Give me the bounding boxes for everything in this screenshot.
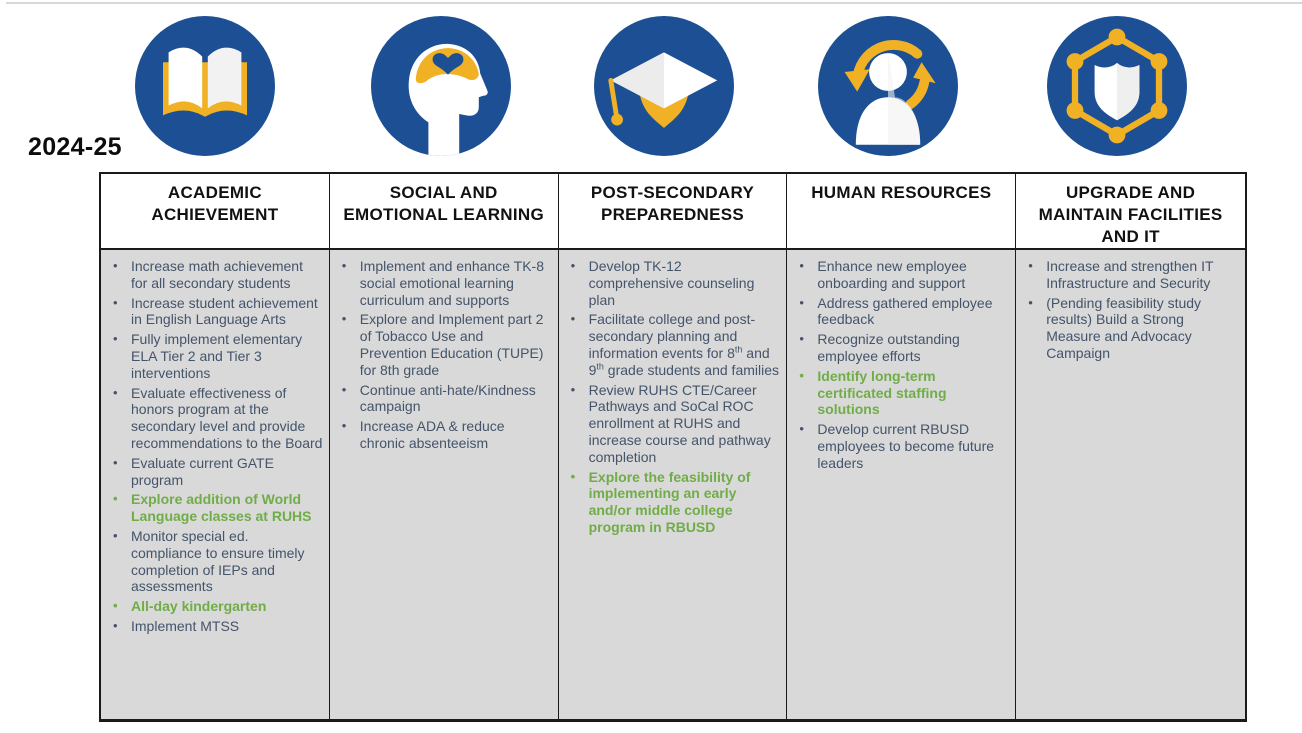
goal-text: Evaluate effectiveness of honors program at the secondary level and provide recommendations to the Board	[131, 384, 323, 451]
goal-item	[1025, 258, 1239, 292]
goal-item	[796, 295, 1009, 329]
network-shield-icon	[1047, 16, 1187, 156]
goal-item	[568, 258, 781, 308]
goal-text: Enhance new employee onboarding and support	[817, 258, 967, 291]
goal-item	[110, 618, 323, 635]
open-book-icon	[135, 16, 275, 156]
goal-item	[110, 598, 323, 615]
goal-text: Monitor special ed. compliance to ensure timely completion of IEPs and assessments	[131, 527, 305, 595]
graduation-cap-icon	[594, 16, 734, 156]
goal-list	[110, 258, 323, 635]
bullet-icon: •	[570, 311, 576, 327]
goal-text: All-day kindergarten	[131, 598, 267, 615]
bullet-icon: •	[570, 468, 576, 484]
goal-item	[796, 331, 1009, 365]
goal-text: Increase student achievement in English Language Arts	[131, 294, 318, 328]
bullet-icon: •	[1028, 294, 1033, 310]
goal-list	[339, 258, 552, 452]
bullet-icon: •	[113, 294, 118, 310]
column-body-human-resources	[787, 250, 1016, 719]
goal-text: Increase math achievement for all secondary students	[131, 258, 303, 291]
bullet-icon: •	[799, 331, 804, 347]
column-body-academic-achievement	[101, 250, 330, 719]
goal-list	[568, 258, 781, 536]
bullet-icon: •	[570, 258, 576, 273]
goal-text: Explore and Implement part 2 of Tobacco Use and Prevention Education (TUPE) for 8th grade	[359, 311, 544, 378]
goal-item	[339, 258, 552, 308]
bullet-icon: •	[799, 294, 804, 310]
bullet-icon: •	[341, 381, 347, 397]
bullet-icon: •	[1028, 258, 1033, 273]
goal-item	[796, 258, 1009, 292]
bullet-icon: •	[113, 598, 118, 614]
column-body-facilities-it	[1016, 250, 1245, 719]
bullet-icon: •	[799, 258, 804, 273]
goals-table	[99, 172, 1247, 722]
goal-text: Increase and strengthen IT Infrastructure and Security	[1046, 258, 1214, 291]
goal-item	[568, 311, 781, 378]
goal-text: Fully implement elementary ELA Tier 2 and Tier 3 interventions	[131, 331, 303, 381]
goal-text: Explore addition of World Language classes at RUHS	[131, 491, 312, 525]
bullet-icon: •	[113, 258, 118, 273]
goal-item	[110, 295, 323, 329]
bullet-icon: •	[799, 421, 804, 437]
goal-item	[339, 418, 552, 452]
bullet-icon: •	[113, 527, 118, 543]
column-header-post-secondary-preparedness: POST-SECONDARY PREPAREDNESS	[559, 174, 788, 250]
goal-text: (Pending feasibility study results) Build a Strong Measure and Advocacy Campaign	[1046, 294, 1202, 361]
bullet-icon: •	[799, 367, 804, 383]
year-label: 2024-25	[28, 133, 122, 161]
head-heart-icon	[371, 16, 511, 156]
goal-list	[796, 258, 1009, 472]
goal-item	[1025, 295, 1239, 362]
bullet-icon: •	[113, 331, 118, 347]
bullet-icon: •	[341, 258, 347, 273]
goal-item	[568, 469, 781, 536]
bullet-icon: •	[113, 617, 118, 633]
goal-text: Recognize outstanding employee efforts	[817, 331, 960, 364]
goal-text: Facilitate college and post-secondary planning and information events for 8th and 9th grade students and families	[588, 311, 780, 378]
goal-text: Develop current RBUSD employees to become future leaders	[817, 421, 995, 471]
bullet-icon: •	[113, 491, 118, 507]
person-cycle-icon	[818, 16, 958, 156]
bullet-icon: •	[113, 384, 118, 400]
goal-item	[110, 385, 323, 452]
goal-text: Develop TK-12 comprehensive counseling plan	[588, 258, 755, 308]
bullet-icon: •	[341, 311, 347, 327]
goal-item	[110, 491, 323, 525]
goal-item	[339, 311, 552, 378]
goal-item	[110, 528, 323, 595]
goal-text: Explore the feasibility of implementing an early and/or middle college program in RBUSD	[588, 468, 751, 535]
goal-item	[796, 421, 1009, 471]
top-divider	[6, 2, 1302, 4]
column-header-facilities-it: UPGRADE AND MAINTAIN FACILITIES AND IT	[1016, 174, 1245, 250]
goal-text: Implement and enhance TK-8 social emotional learning curriculum and supports	[359, 258, 544, 308]
goal-item	[110, 455, 323, 489]
goal-text: Implement MTSS	[131, 617, 240, 634]
column-body-social-emotional-learning	[330, 250, 559, 719]
goal-text: Review RUHS CTE/Career Pathways and SoCal ROC enrollment at RUHS and increase course and pathway completion	[588, 381, 771, 465]
bullet-icon: •	[570, 381, 576, 397]
bullet-icon: •	[341, 418, 347, 434]
goal-text: Address gathered employee feedback	[817, 294, 993, 328]
column-header-social-emotional-learning: SOCIAL AND EMOTIONAL LEARNING	[330, 174, 559, 250]
goal-text: Increase ADA & reduce chronic absenteeism	[359, 418, 505, 451]
goal-item	[796, 368, 1009, 418]
goal-item	[110, 258, 323, 292]
column-header-human-resources: HUMAN RESOURCES	[787, 174, 1016, 250]
goal-list	[1025, 258, 1239, 362]
column-body-post-secondary-preparedness	[559, 250, 788, 719]
column-header-academic-achievement: ACADEMIC ACHIEVEMENT	[101, 174, 330, 250]
goal-item	[339, 382, 552, 416]
goal-item	[110, 331, 323, 381]
bullet-icon: •	[113, 454, 118, 470]
goal-text: Evaluate current GATE program	[131, 454, 274, 488]
goal-item	[568, 382, 781, 466]
goal-text: Continue anti-hate/Kindness campaign	[359, 381, 536, 415]
goal-text: Identify long-term certificated staffing solutions	[817, 367, 947, 418]
